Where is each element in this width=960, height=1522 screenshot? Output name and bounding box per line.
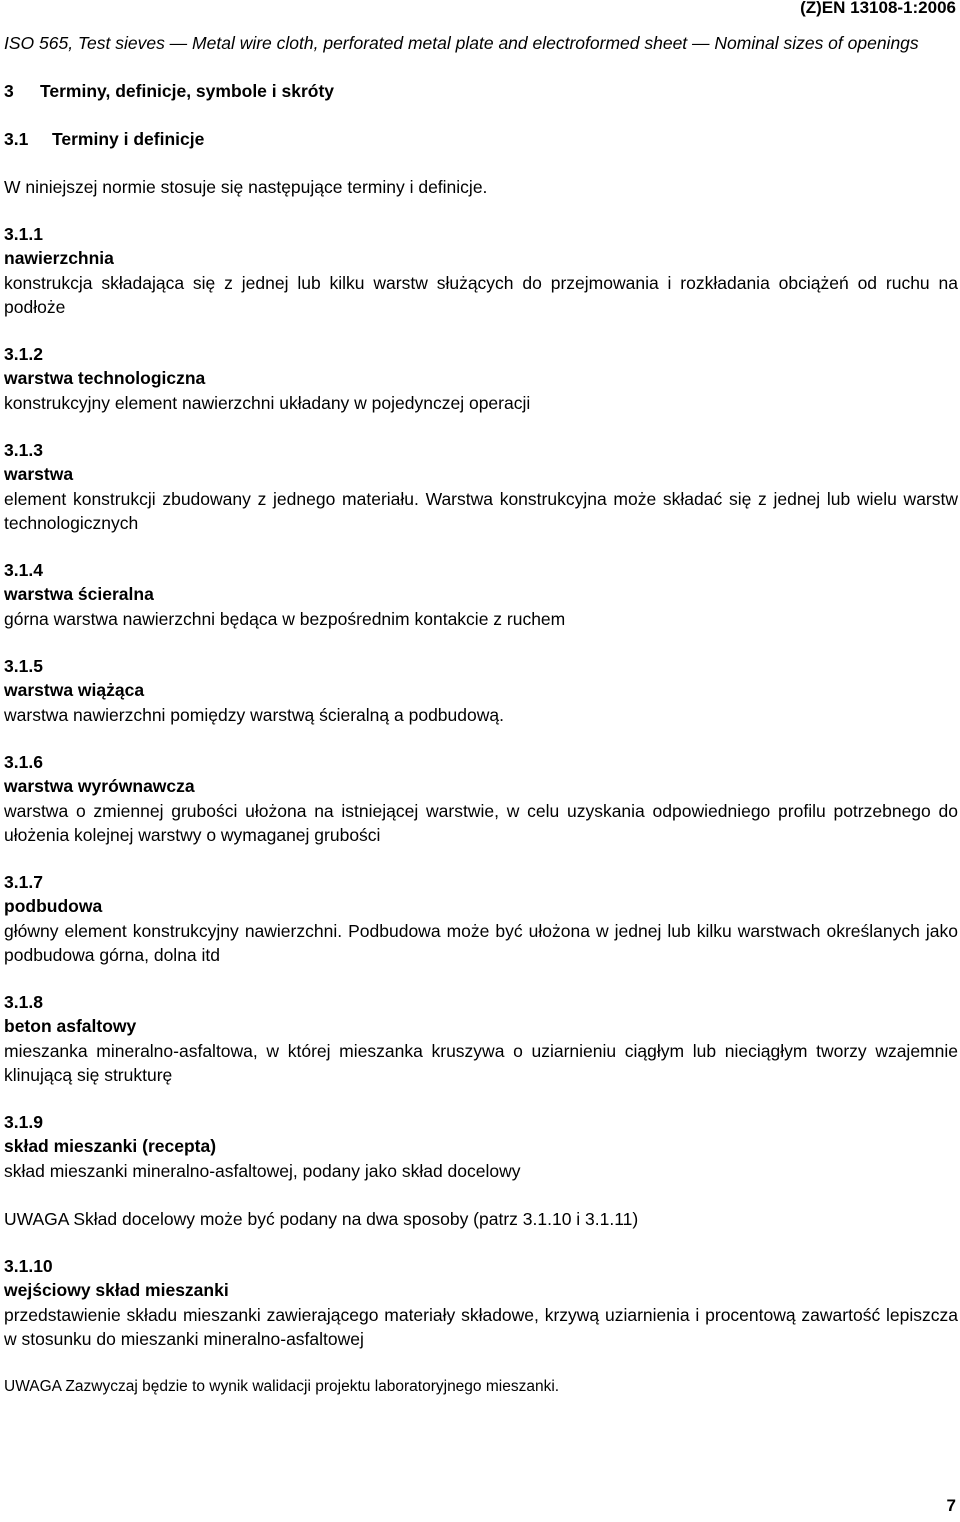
- definition-entry-3-1-8: [4, 991, 958, 1087]
- entry-definition: konstrukcyjny element nawierzchni układany w pojedynczej operacji: [4, 393, 531, 413]
- definition-entry-3-1-10: [4, 1255, 958, 1399]
- entry-definition: górna warstwa nawierzchni będąca w bezpośrednim kontakcie z ruchem: [4, 609, 566, 629]
- definition-entry-3-1-4: [4, 559, 958, 631]
- entry-note: UWAGA Skład docelowy może być podany na dwa sposoby (patrz 3.1.10 i 3.1.11): [4, 1209, 639, 1229]
- entry-term: beton asfaltowy: [4, 1016, 137, 1036]
- subsection-heading: [4, 127, 958, 151]
- entry-term: nawierzchnia: [4, 248, 114, 268]
- entry-term: warstwa wiążąca: [4, 680, 145, 700]
- entry-note: UWAGA Zazwyczaj będzie to wynik walidacji projektu laboratoryjnego mieszanki.: [4, 1378, 560, 1395]
- entry-definition: skład mieszanki mineralno-asfaltowej, podany jako skład docelowy: [4, 1161, 521, 1181]
- entry-term: warstwa: [4, 464, 74, 484]
- entry-number: 3.1.3: [4, 440, 43, 460]
- section-number: 3: [4, 81, 14, 101]
- definition-entry-3-1-5: [4, 655, 958, 727]
- definition-entry-3-1-1: [4, 223, 958, 319]
- entry-definition: konstrukcja składająca się z jednej lub kilku warstw służących do przejmowania i rozkładania obciążeń od ruchu na podłoże: [4, 273, 958, 317]
- entry-term: wejściowy skład mieszanki: [4, 1280, 229, 1300]
- entry-definition: przedstawienie składu mieszanki zawierającego materiały składowe, krzywą uziarnienia i procentową zawartość lepiszcza w stosunku do mieszanki mineralno-asfaltowej: [4, 1305, 958, 1349]
- entry-number: 3.1.2: [4, 344, 43, 364]
- definition-entry-3-1-6: [4, 751, 958, 847]
- subsection-title: Terminy i definicje: [52, 129, 205, 149]
- definition-entry-3-1-2: [4, 343, 958, 415]
- entry-term: warstwa technologiczna: [4, 368, 206, 388]
- entry-definition: warstwa nawierzchni pomiędzy warstwą ścieralną a podbudową.: [4, 705, 504, 725]
- entry-number: 3.1.4: [4, 560, 43, 580]
- entry-definition: mieszanka mineralno-asfaltowa, w której mieszanka kruszywa o uziarnieniu ciągłym lub nieciągłym tworzy wzajemnie klinującą się strukturę: [4, 1041, 958, 1085]
- entry-number: 3.1.10: [4, 1256, 53, 1276]
- entry-definition: warstwa o zmiennej grubości ułożona na istniejącej warstwie, w celu uzyskania odpowiedniego profilu potrzebnego do ułożenia kolejnej warstwy o wymaganej grubości: [4, 801, 958, 845]
- page-number: 7: [946, 1496, 956, 1515]
- definition-entry-3-1-3: [4, 439, 958, 535]
- entry-term: podbudowa: [4, 896, 103, 916]
- entry-definition: główny element konstrukcyjny nawierzchni. Podbudowa może być ułożona w jednej lub kilku warstwach określanych jako podbudowa górna, dolna itd: [4, 921, 958, 965]
- document-body: [4, 31, 958, 1399]
- definition-entry-3-1-9: [4, 1111, 958, 1231]
- entry-term: warstwa wyrównawcza: [4, 776, 195, 796]
- entry-term: skład mieszanki (recepta): [4, 1136, 217, 1156]
- section-heading: [4, 79, 958, 103]
- intro-paragraph: W niniejszej normie stosuje się następujące terminy i definicje.: [4, 177, 488, 197]
- entry-number: 3.1.8: [4, 992, 43, 1012]
- entry-term: warstwa ścieralna: [4, 584, 154, 604]
- normative-reference: ISO 565, Test sieves — Metal wire cloth, perforated metal plate and electroformed sheet — Nominal sizes of openings: [4, 33, 919, 53]
- definition-entry-3-1-7: [4, 871, 958, 967]
- section-title: Terminy, definicje, symbole i skróty: [40, 81, 335, 101]
- document-code: (Z)EN 13108-1:2006: [800, 0, 956, 17]
- entry-number: 3.1.6: [4, 752, 43, 772]
- entry-number: 3.1.5: [4, 656, 43, 676]
- entry-number: 3.1.1: [4, 224, 43, 244]
- subsection-number: 3.1: [4, 129, 29, 149]
- entry-number: 3.1.7: [4, 872, 43, 892]
- entry-definition: element konstrukcji zbudowany z jednego materiału. Warstwa konstrukcyjna może składać się z jednej lub wielu warstw technologicznych: [4, 489, 958, 533]
- entry-number: 3.1.9: [4, 1112, 43, 1132]
